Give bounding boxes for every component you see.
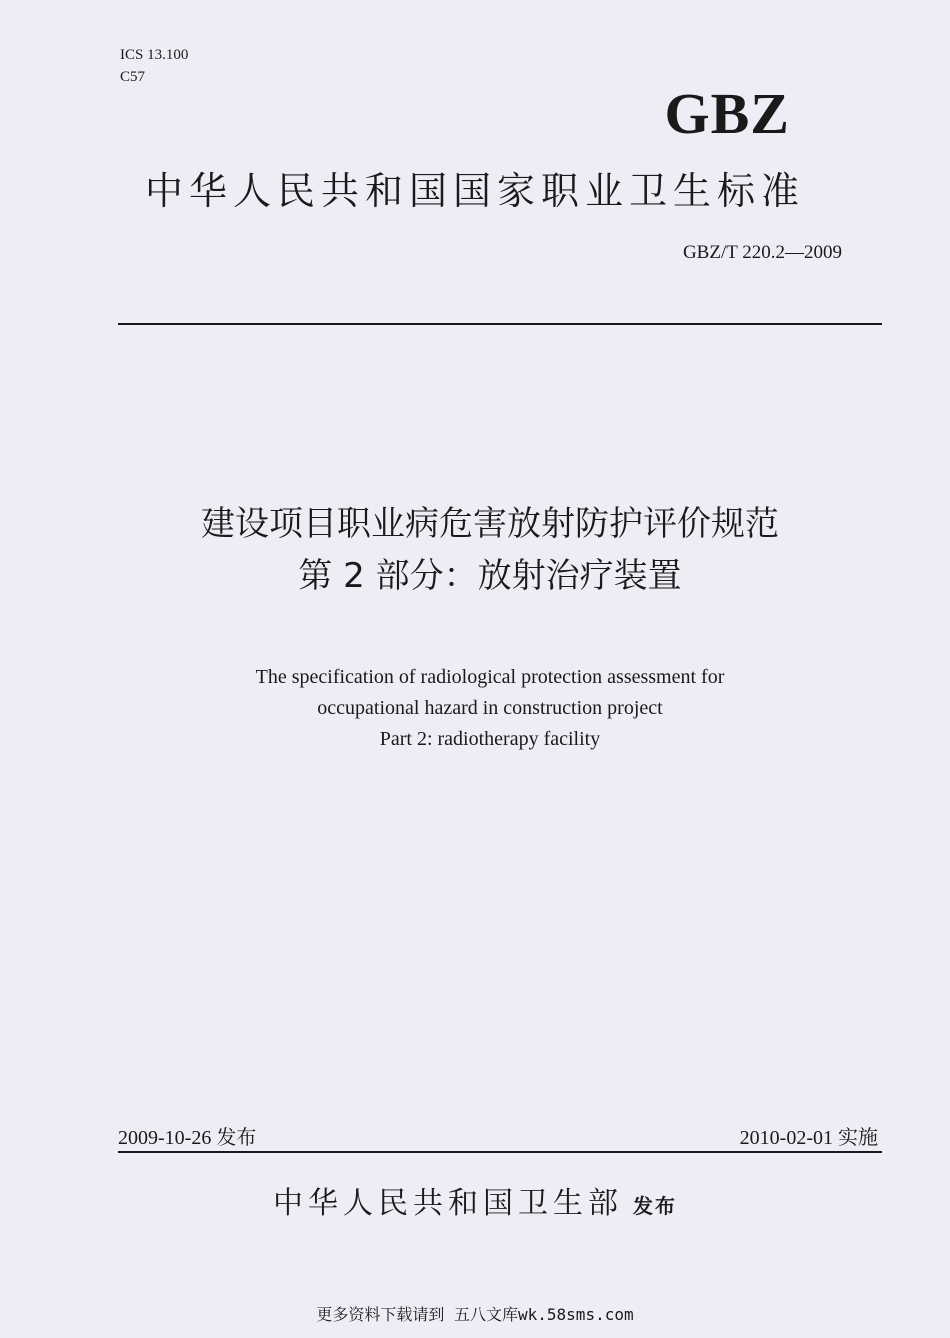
national-standard-heading: 中华人民共和国国家职业卫生标准 bbox=[144, 169, 805, 213]
chinese-title-line-2: 第 2 部分：放射治疗装置 bbox=[298, 556, 682, 596]
english-title-line-2: occupational hazard in construction project bbox=[317, 697, 663, 719]
chinese-title-line-1: 建设项目职业病危害放射防护评价规范 bbox=[201, 504, 779, 544]
english-title-line-3: Part 2: radiotherapy facility bbox=[379, 728, 601, 750]
footer-watermark-text: 更多资料下载请到 五八文库wk.58sms.com bbox=[316, 1305, 634, 1324]
gbz-logo: GBZ bbox=[664, 81, 790, 146]
classification-codes bbox=[120, 44, 188, 88]
top-divider bbox=[118, 323, 882, 325]
issuer-name: 中华人民共和国卫生部 bbox=[273, 1186, 623, 1221]
standard-number: GBZ/T 220.2—2009 bbox=[682, 242, 842, 263]
effective-date: 2010-02-01 实施 bbox=[739, 1127, 878, 1149]
english-title-line-1: The specification of radiological protection assessment for bbox=[255, 666, 725, 688]
issuer-suffix: 发布 bbox=[633, 1194, 677, 1218]
ics-code: ICS 13.100 bbox=[120, 47, 189, 63]
ccs-code: C57 bbox=[120, 69, 146, 85]
issue-date: 2009-10-26 发布 bbox=[118, 1127, 257, 1149]
bottom-divider bbox=[118, 1151, 882, 1153]
issuing-authority bbox=[0, 1178, 950, 1222]
